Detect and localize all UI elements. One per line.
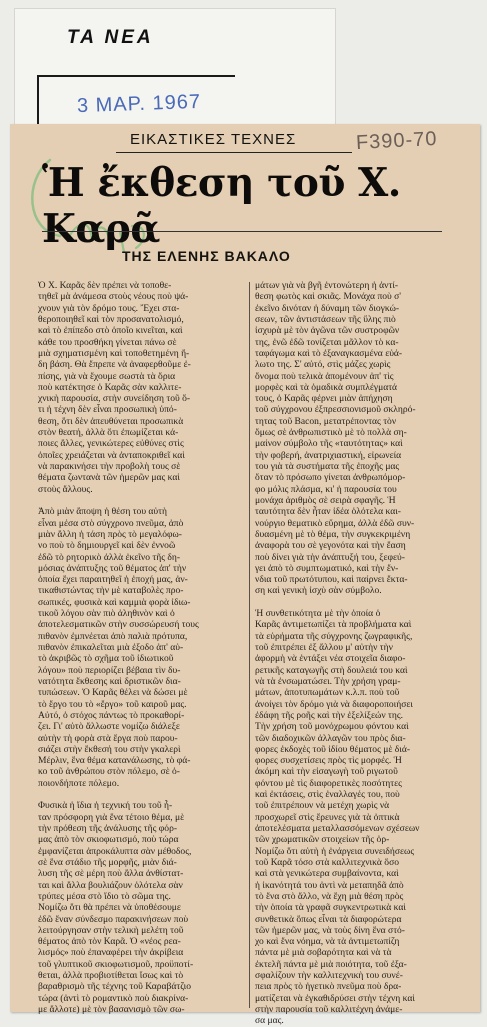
article-line: με ἄλλοτε) μὲ τὸν βασανισμὸ τῶν σω- [38,1004,185,1015]
article-line: μας ἀπὸ τὸν σκιοφωτισμό, ποὺ τώρα [38,834,179,846]
article-line: ἀκόμη καὶ τὴν εἰσαγωγὴ τοῦ ριγωτοῦ [255,766,398,778]
article-line: ποιονδήποτε πόλεμο. [38,777,120,789]
article-line: μονάχα ἀριθμὸς σὲ σειρὰ σφαγῆς. Ἡ [255,494,396,506]
article-line: δη βάση. Θὰ ἔπρεπε νὰ ἀναφερθοῦμε ἐ- [38,359,191,371]
article-line: νούργιο θεματικὸ εὕρημα, ἀλλὰ ἐδῶ συν- [255,517,415,529]
article-line: κάθε του προσθήκη γίνεται πάνω σὲ [38,336,177,348]
article-line: λισμός» ποὺ ἐπαναφέρει τὴν ἀκρίβεια [38,947,184,959]
article-line: ταφάγωμα καὶ τὸ ἐξαναγκασμένα εὐά- [255,347,403,359]
article-line: νατότητα ἔκθεσης καὶ δριστικῶν δια- [38,675,181,687]
article-line: τὸ ἔργο του τὸ «ἔργο» τοῦ καιροῦ μας. [38,698,187,710]
article-line: ὁποία ἔχει παραιτηθεῖ ἡ ἐποχή μας, ἀν- [38,574,188,586]
article-line: λυση τῆς σὲ μέρη ποὺ ἄλλα ἀνθίστατ- [38,868,184,880]
article-line: τῶν χρωματικῶν στοιχείων τῆς ὀρ- [255,834,390,846]
article-line: ρετικῆς καταγωγῆς στὴ δουλειά του καὶ [255,664,408,676]
article-column-right [255,280,475,1027]
headline-rule [42,231,442,232]
article-line: ἐκτελῆ πάντα μὲ μιὰ ποιότητα, τοῦ ἐξα- [255,958,407,970]
article-line: πίσης, γιὰ νὰ ἔχουμε σωστὰ τὰ ὅρια [38,370,176,382]
article-line: τῶν ἡμερῶν μας, νὰ τοὺς δίνη ἕνα στό- [255,924,405,936]
article-line: στοὺς ἄλλους. [38,483,93,495]
article-line: πεια πρὸς τὸ ἠγετικὸ πνεῦμα ποὺ δρα- [255,981,402,993]
article-line: ταυτότητα δὲν ἦταν ἰδέα ὁλότελα και- [255,506,401,518]
article-line: θέματος ἀπὸ τὸν Καρᾶ. Ὁ «νέος ρεα- [38,936,181,948]
article-line: αὐτὴν τὴ φορὰ στὰ ἔργα ποὺ παρου- [38,732,178,744]
article-line: νδια τοῦ πρωτότυπου, καὶ παίρνει ἔκτα- [255,574,408,586]
article-column-left [38,280,246,1015]
article-line: θέματα ζωντανὰ τῶν ἡμερῶν μας καὶ [38,472,180,484]
date-stamp: 3 ΜΑΡ. 1967 [76,90,202,118]
article-line: ἐδῶ τὸ ρητορικὸ ἀλλὰ ἐκεῖνο τῆς δη- [38,551,181,563]
article-line: κο τοῦ ἀνθρώπου στὸν πόλεμο, σὲ ὁ- [38,766,180,778]
article-line: ὅταν τὸ πρόσωπο γίνεται ἀνθρωπόμορ- [255,472,406,484]
article-line: ἀφορμὴ νὰ ἐντάξει νέα στοιχεῖα διαφο- [255,653,406,665]
article-line: χο καὶ ἕνα νόημα, νὰ τὰ ἀντιμετωπίζη [255,936,400,948]
article-line: λειτούργησαν στὴν τελικὴ μελέτη τοῦ [38,924,184,936]
article-line: ματίζεται νὰ ἐγκαθιδρύσει στὴν τέχνη καὶ [255,992,415,1004]
article-line: τὰ εὑρήματα τῆς σύγχρονης ζωγραφικῆς, [255,630,413,642]
article-line [255,597,475,608]
article-byline: ΤΗΣ ΕΛΕΝΗΣ ΒΑΚΑΛΟ [122,248,291,264]
article-line: λωτο της. Σ' αὐτό, στὶς μάζες χωρὶς [255,359,391,371]
article-line: καὶ τὸ ἐπίπεδο στὸ ὁποῖο κινεῖται, καὶ [38,325,183,337]
article-line: τὴν φοβερή, ἀνατριχιαστική, εἰρωνεία [255,449,402,461]
article-line: ποιες ἄλλες, γενικώτερες εὐθύνες στὶς [38,438,184,450]
article-line: τὴν ὁποία τὰ γραφᾶ συγκεντρωτικὰ καὶ [255,902,406,914]
article-line: ποὺ δίνει γιὰ τὴν ἀνάπτυξή του, ξεφεύ- [255,551,405,563]
article-line: πιθανὸν ἐμπνέεται ἀπὸ παλιὰ πρότυπα, [38,630,188,642]
article-line: ὄνομα ποὺ τελικὰ ἀπομένουν ἀπ' τὶς [255,370,394,382]
article-line: δυασμένη μὲ τὸ θέμα, τὴν συγκεκριμένη [255,528,411,540]
article-line: Αὐτό, ὁ στόχος πάντως τὸ προκαθορί- [38,709,185,721]
article-line: καὶ στὰ γενικώτερα συμβαίνοντα, καὶ [255,868,399,880]
article-line: βαραθρισμὸ τῆς τέχνης τοῦ Καραβάτζιο [38,981,191,993]
article-line: ἀνοίγει τὸν δρόμο γιὰ νὰ διαφοροποιήσει [255,698,413,710]
article-line: ἡ ἱκανότητά του ἀντὶ νὰ μεταπηδᾶ ἀπὸ [255,879,404,891]
article-line: ἐδάφη τῆς ροῆς καὶ τὴν ἐξελίξεών της. [255,709,404,721]
article-line: της, ἐνῶ ἐδῶ τονίζεται μᾶλλον τὸ κα- [255,336,399,348]
newspaper-name: ΤΑ ΝΕΑ [67,27,154,48]
archive-number: F390-70 [355,127,438,155]
article-line: προσχωρεῖ στὶς ἔρευνες γιὰ τὰ ὀπτικὰ [255,811,400,823]
article-line: τοῦ ἐπιτρέπει ἐξ ἄλλου μ' αὐτὴν τὴν [255,642,393,653]
article-line: τοῦ ἐπιτρέπουν νὰ μετέχη χωρὶς νὰ [255,800,390,812]
article-line: Ἡ συνθετικότητα μὲ τὴν ὁποία ὁ [255,608,381,620]
article-line: γει ἀπὸ τὸ συμπτωματικό, καὶ τὴν ἔν- [255,562,399,574]
article-line: σιάζει στὴν ἔκθεσή του στὴν γκαλερὶ [38,743,181,755]
article-line: θεται, ἀλλὰ προβιοτίθεται ἴσως καὶ τὸ [38,970,184,982]
article-line: χνικὴ παρουσία, στὴν συνείδηση τοῦ ὅ- [38,393,191,405]
article-line: φόντου μὲ τὶς διαφορετικὲς ποσότητες [255,777,402,789]
article-line: Καρᾶς ἀντιμετωπίζει τὰ προβλήματα καὶ [255,619,412,631]
article-line: μορφὲς καὶ τὰ ὁμαδικὰ συμπλέγματά [255,381,398,393]
article-line: μόσιας ἀνάπτυξης τοῦ θέματος ἀπ' τὴν [38,562,187,574]
article-line: ἐκεῖνο δινόταν ἡ δύναμη τῶν διογκώ- [255,302,400,314]
article-line: τὴν πρόθεση τῆς ἀνάλυσης τῆς φόρ- [38,823,178,834]
article-line: ποὺ κατέκτησε ὁ Καρᾶς σὰν καλλιτε- [38,381,182,393]
article-line: ση καὶ γενικὴ ἰσχὺ σὰν σύμβολο. [255,585,382,597]
article-line: μαίνον σύμβολο τῆς «ταυτότητας» καὶ [255,438,403,450]
article-line: τι ἡ τέχνη δὲν εἶναι προσωπικὴ ὑπό- [38,404,177,416]
article-line: στὴν παρουσία τοῦ καλλιτέχνη ἀνάμε- [255,1004,403,1015]
article-line: Νομίζω ὅτι αὐτὴ ἡ ἐνάργεια συνειδήσεως [255,845,415,857]
article-line: χνουν γιὰ τὸν δρόμο τους. Ἔχει στα- [38,302,180,314]
article-line: φορες συσχετίσεις πρὸς τὶς μορφές. Ἡ [255,755,402,767]
article-line: σωπικές, φυσικὰ καὶ καμμιὰ φορὰ ἰδιω- [38,596,191,608]
article-line: μάτων γιὰ νὰ βγῆ ἐντονώτερη ἡ ἀντί- [255,280,399,291]
article-line: ἀποτελέσματα μεταλλασσόμενων σχέσεων [255,823,420,834]
article-line: τοῦ γλυπτικοῦ σκιοφωτισμοῦ, προϋποτί- [38,958,194,970]
article-line: ταν πρόσφορη γιὰ ἕνα τέτοιο θέμα, μὲ [38,811,185,823]
article-line: θεση, ὅτι δὲν ἀπευθύνεται προσωπικὰ [38,415,184,427]
article-line: ται καὶ ἄλλα βουλιάζουν ὁλότελα σὰν [38,879,183,891]
article-line: ὅμως σὲ ἀνθρωπιστικὸ μὲ τὸ πολλὰ ση- [255,427,407,439]
article-line: σα μας. [255,1015,284,1027]
article-line: ἰσχυρὰ μὲ τὸν ἀγῶνα τῶν συστροφῶν [255,325,400,337]
article-line: θεση φωτὸς καὶ σκιᾶς. Μονάχα ποὺ σ' [255,291,402,303]
article-line: τυπώσεων. Ὁ Καρᾶς θέλει νὰ δώσει μὲ [38,687,188,699]
article-line: στὸν θεατή, ἀλλὰ ὅτι ἐπωμίζεται κά- [38,427,179,439]
article-line: συνθετικὰ ὅπως εἶναι τὰ διαφορώτερα [255,913,402,925]
article-line: τικοῦ λόγου σὰν πιὸ ἀληθινὸν καὶ ὁ [38,608,175,620]
article-line: ἐμφανίζεται ἀπροκάλυπτα σὰν μέθοδος, [38,845,192,857]
article-line: σφαλίζουν τὴν καλλιτεχνικὴ του συνέ- [255,970,403,982]
section-title: ΕΙΚΑΣΤΙΚΕΣ ΤΕΧΝΕΣ [130,131,297,148]
article-line: φορες ἐκδοχὲς τοῦ ἰδίου θέματος μὲ διά- [255,743,411,755]
article-line: σεων, τῶν ἀντιστάσεων τῆς ὕλης πιὸ [255,313,396,325]
article-line: Ἀπὸ μιὰν ἄποψη ἡ θέση του αὐτὴ [38,506,167,518]
article-line: ἀναφορὰ του σὲ γεγονότα καὶ τὴν ἔαση [255,540,406,552]
article-line: τους, ὁ Καρᾶς φέρνει μιὰν ἀπήχηση [255,393,393,405]
article-line: τώρα (ἀντὶ τὸ ρομαντικὸ ποὺ διακρίνα- [38,992,189,1004]
article-line: ὁποῖες χρειάζεται νὰ ἀνταποκριθεῖ καὶ [38,449,185,461]
article-line: εἶναι μέσα στὸ σύγχρονο πνεῦμα, ἀπὸ [38,517,184,529]
article-line [38,495,246,506]
article-line: πιθανὸν ἐπικαλεῖται μιὰ ἐξοδο ἀπ' αὐ- [38,642,184,653]
article-line: Μέρλιν, ἕνα θέμα κατανάλωσης, τὸ φά- [38,755,191,767]
article-line: Φυσικὰ ἡ ἴδια ἡ τεχνική του τοῦ ἦ- [38,800,173,812]
article-line: καὶ ἐκτάσεις, στὶς ἐναλλαγές του, ποὺ [255,789,400,801]
article-line: τοῦ Καρᾶ τόσο στὰ καλλιτεχνικὰ ὅσο [255,856,400,868]
article-line: Νομίζω ὅτι θὰ πρέπει νὰ ὑποθέσουμε [38,902,181,914]
article-line: τοῦ σύγχρονου ἐξπρεσσιονισμοῦ σκληρό- [255,404,416,416]
article-line [38,789,246,800]
article-line: τὸ ἀκριβῶς τὸ σχῆμα τοῦ ἰδιωτικοῦ [38,653,174,665]
article-headline: Ἡ ἔκθεση τοῦ Χ. Καρᾶ [42,160,401,252]
article-line: σὲ ἕνα στάδιο τῆς μορφῆς, μιὰν διά- [38,856,177,868]
article-line: τρύπες μέσα στὸ ἴδιο τὸ σῶμα της. [38,890,171,902]
article-line: μάτων, ἀποτυπωμάτων κ.λ.π. ποὺ τοῦ [255,687,400,699]
article-line: θεροποιηθεῖ καὶ τὸν προσανατολισμό, [38,313,184,325]
article-line: τὸ ἕνα στὸ ἄλλο, νὰ ἔχη μιὰ θέση πρὸς [255,890,404,902]
article-line: τῶν διαδοχικῶν ἀλλαγῶν του πρὸς δια- [255,732,406,744]
article-line: Ὁ Χ. Καρᾶς δὲν πρέπει νὰ τοποθε- [38,280,172,291]
article-line: φο μόλις πλάσμα, κι' ἡ παρουσία του [255,483,397,495]
article-line: νο ποὺ τὸ δημιουργεῖ καὶ δὲν ἐννοῶ [38,540,176,552]
column-divider [249,282,250,1008]
article-line: Τὴν χρήση τοῦ μονόχρωμου φόντου καὶ [255,721,409,733]
article-line: λόγου» ποὺ περιορίζει βέβαια τὶν δυ- [38,664,181,676]
newspaper-masthead-slip [14,8,336,126]
article-line: τηθεῖ μὰ ἀνάμεσα στοὺς νέους ποὺ ψά- [38,291,189,303]
article-line: τητας τοῦ Bacon, μετατρέποντας τὸν [255,415,397,427]
article-line: τικαθιστώντας τὴν μὲ καταβολὲς προ- [38,585,184,597]
article-line: μιὰ σχηματισμένη καὶ τοποθετημένη ἤ- [38,347,190,359]
article-line: μιὰν ἄλλη ἡ τάση πρὸς τὸ μεγαλόφω- [38,528,182,540]
article-line: νὰ παρακινήσει τὴν προβολὴ τους σὲ [38,461,181,472]
article-line: νὰ τὰ ἐνσωματώσει. Τὴν χρήση γραμ- [255,675,401,687]
article-line: ἐδῶ ἕναν σύνδεσμο παρακινήσεων ποὺ [38,913,189,925]
article-line: ἀποτελεσματικῶν στὴν συσσώρευσή τους [38,619,199,631]
article-line: πάντα μὲ μιὰ σοβαρότητα καὶ νὰ τὰ [255,947,392,959]
article-line: ζει. Γι' αὐτὸ ἄλλωστε νομίζω διάλεξε [38,721,180,733]
article-line: του γιὰ τὰ συστήματα τῆς ἐποχῆς μας [255,461,400,472]
section-rule [116,152,352,153]
